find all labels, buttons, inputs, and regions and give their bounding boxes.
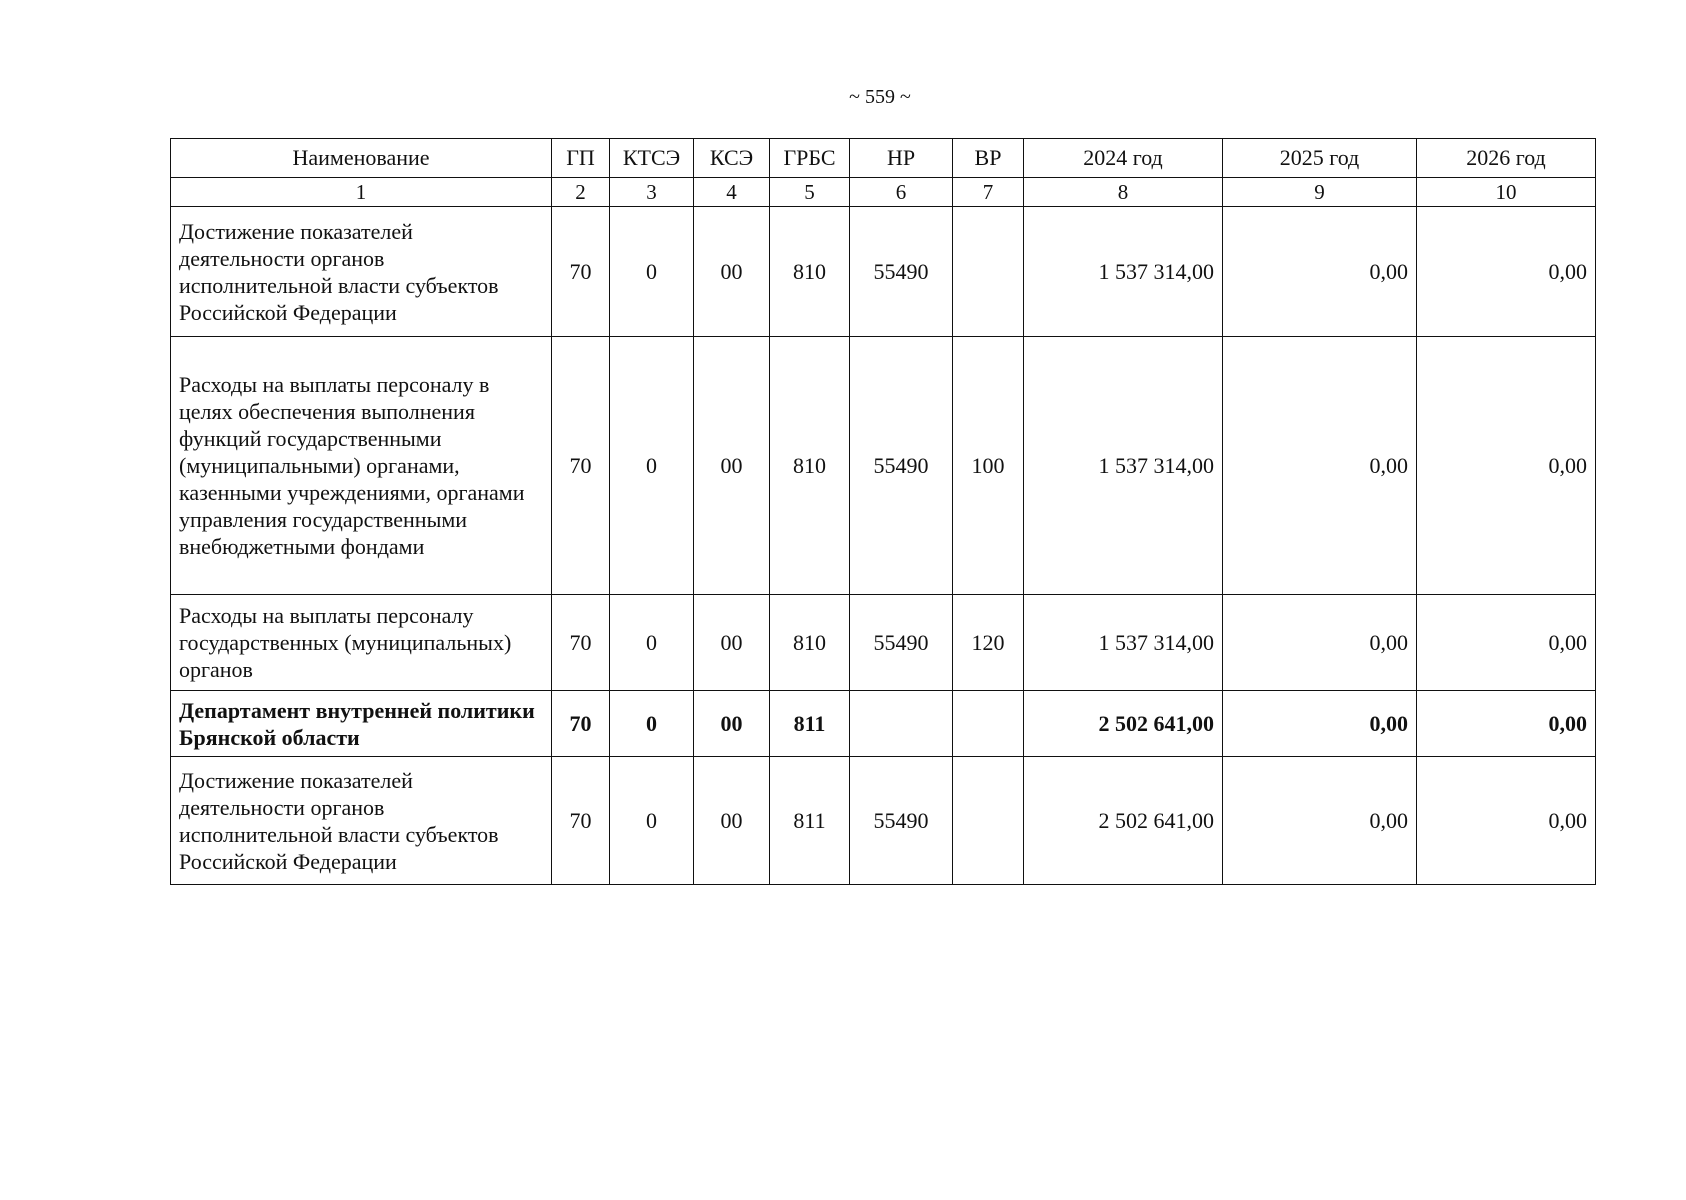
cell-gp: 70	[552, 595, 610, 691]
cell-ktse: 0	[610, 757, 694, 885]
header-vr: ВР	[953, 139, 1024, 178]
column-number: 1	[171, 178, 552, 207]
cell-grbs: 810	[770, 337, 850, 595]
table-row	[171, 337, 1596, 595]
cell-grbs: 811	[770, 757, 850, 885]
cell-2026: 0,00	[1417, 595, 1596, 691]
header-grbs: ГРБС	[770, 139, 850, 178]
cell-vr	[953, 757, 1024, 885]
cell-gp: 70	[552, 691, 610, 757]
table-row	[171, 595, 1596, 691]
header-2024: 2024 год	[1024, 139, 1223, 178]
cell-2026: 0,00	[1417, 691, 1596, 757]
column-number-row	[171, 178, 1596, 207]
cell-2024: 1 537 314,00	[1024, 337, 1223, 595]
cell-kse: 00	[694, 337, 770, 595]
row-name: Расходы на выплаты персоналу в целях обеспечения выполнения функций государственными (муниципальными) органами, казенными учреждениями, органами управления государственными внебюджетными фондами	[171, 337, 552, 595]
column-number: 10	[1417, 178, 1596, 207]
header-row	[171, 139, 1596, 178]
header-kse: КСЭ	[694, 139, 770, 178]
header-nr: НР	[850, 139, 953, 178]
column-number: 2	[552, 178, 610, 207]
header-name: Наименование	[171, 139, 552, 178]
column-number: 4	[694, 178, 770, 207]
row-name: Департамент внутренней политики Брянской области	[171, 691, 552, 757]
page-number: ~ 559 ~	[849, 86, 911, 108]
header-ktse: КТСЭ	[610, 139, 694, 178]
cell-2026: 0,00	[1417, 207, 1596, 337]
cell-ktse: 0	[610, 337, 694, 595]
table-row-department	[171, 691, 1596, 757]
cell-2026: 0,00	[1417, 757, 1596, 885]
budget-table	[170, 138, 1596, 885]
cell-2024: 1 537 314,00	[1024, 595, 1223, 691]
cell-grbs: 810	[770, 207, 850, 337]
table-row	[171, 757, 1596, 885]
cell-2025: 0,00	[1223, 691, 1417, 757]
cell-vr: 120	[953, 595, 1024, 691]
cell-2025: 0,00	[1223, 757, 1417, 885]
row-name: Достижение показателей деятельности органов исполнительной власти субъектов Российской Федерации	[171, 757, 552, 885]
cell-kse: 00	[694, 207, 770, 337]
row-name: Расходы на выплаты персоналу государственных (муниципальных) органов	[171, 595, 552, 691]
column-number: 5	[770, 178, 850, 207]
cell-kse: 00	[694, 757, 770, 885]
cell-vr	[953, 207, 1024, 337]
cell-2025: 0,00	[1223, 207, 1417, 337]
cell-nr: 55490	[850, 757, 953, 885]
cell-2024: 2 502 641,00	[1024, 691, 1223, 757]
row-name: Достижение показателей деятельности органов исполнительной власти субъектов Российской Федерации	[171, 207, 552, 337]
cell-gp: 70	[552, 207, 610, 337]
column-number: 3	[610, 178, 694, 207]
cell-gp: 70	[552, 757, 610, 885]
cell-vr: 100	[953, 337, 1024, 595]
column-number: 9	[1223, 178, 1417, 207]
cell-2024: 2 502 641,00	[1024, 757, 1223, 885]
cell-grbs: 811	[770, 691, 850, 757]
cell-ktse: 0	[610, 595, 694, 691]
cell-vr	[953, 691, 1024, 757]
cell-kse: 00	[694, 691, 770, 757]
cell-nr: 55490	[850, 207, 953, 337]
cell-grbs: 810	[770, 595, 850, 691]
cell-2025: 0,00	[1223, 595, 1417, 691]
cell-kse: 00	[694, 595, 770, 691]
column-number: 7	[953, 178, 1024, 207]
column-number: 6	[850, 178, 953, 207]
cell-nr: 55490	[850, 337, 953, 595]
header-2025: 2025 год	[1223, 139, 1417, 178]
column-number: 8	[1024, 178, 1223, 207]
cell-gp: 70	[552, 337, 610, 595]
cell-ktse: 0	[610, 691, 694, 757]
cell-nr: 55490	[850, 595, 953, 691]
cell-nr	[850, 691, 953, 757]
cell-ktse: 0	[610, 207, 694, 337]
cell-2024: 1 537 314,00	[1024, 207, 1223, 337]
cell-2026: 0,00	[1417, 337, 1596, 595]
header-2026: 2026 год	[1417, 139, 1596, 178]
table-row	[171, 207, 1596, 337]
header-gp: ГП	[552, 139, 610, 178]
cell-2025: 0,00	[1223, 337, 1417, 595]
